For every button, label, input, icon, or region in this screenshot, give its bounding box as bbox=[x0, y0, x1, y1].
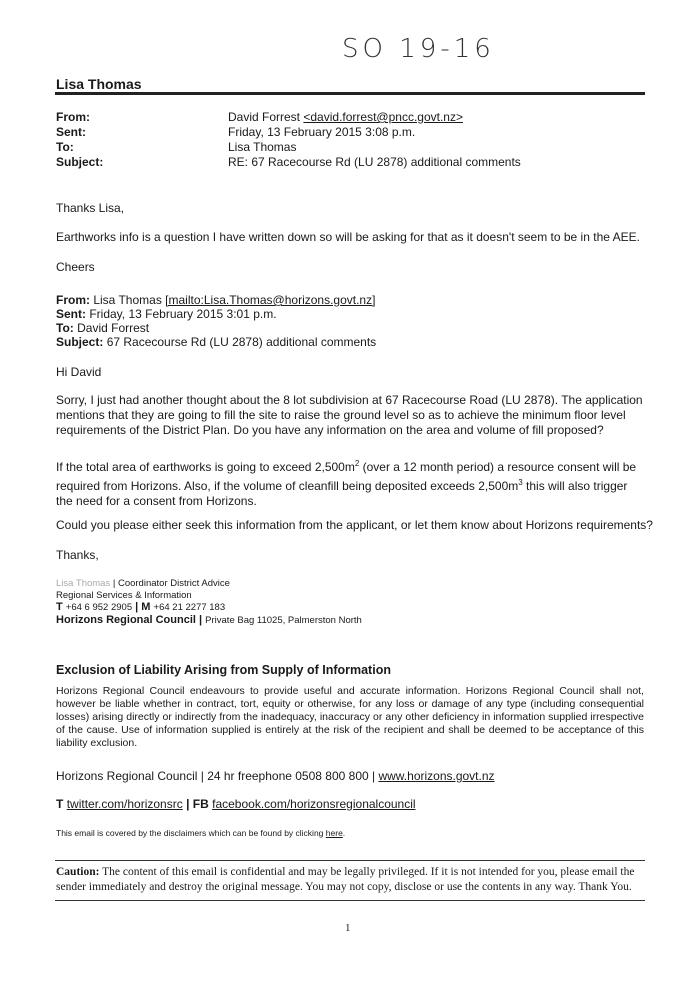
from-name: David Forrest bbox=[228, 110, 301, 124]
orig-to-label: To: bbox=[56, 321, 74, 335]
from-value bbox=[228, 110, 463, 124]
to-label: To: bbox=[56, 140, 74, 154]
reply-greeting: Thanks Lisa, bbox=[56, 201, 125, 215]
orig-from-row bbox=[56, 293, 375, 308]
orig-to-row bbox=[56, 321, 149, 336]
twitter-link[interactable]: twitter.com/horizonsrc bbox=[66, 797, 183, 811]
handwritten-annotation: SO 19-16 bbox=[342, 34, 495, 64]
footer-fb-label: | FB bbox=[186, 797, 209, 811]
orig-signoff: Thanks, bbox=[56, 548, 99, 562]
orig-from-label: From: bbox=[56, 293, 90, 307]
footer-social-row bbox=[56, 797, 416, 811]
covered-text: This email is covered by the disclaimers which can be found by clicking bbox=[56, 828, 324, 838]
orig-from-value: Lisa Thomas bbox=[93, 293, 162, 307]
orig-subject-value: 67 Racecourse Rd (LU 2878) additional comments bbox=[106, 335, 377, 349]
caution-top-rule bbox=[55, 860, 645, 861]
header-rule bbox=[55, 92, 645, 95]
caution-bottom-rule bbox=[55, 900, 645, 901]
mailbox-owner-name: Lisa Thomas bbox=[56, 76, 142, 92]
orig-sent-row bbox=[56, 307, 277, 322]
disclaimer-here-link[interactable]: here bbox=[325, 828, 343, 838]
sig-dept: Regional Services & Information bbox=[56, 590, 192, 601]
reply-signoff: Cheers bbox=[56, 260, 95, 274]
orig-subject-label: Subject: bbox=[56, 335, 104, 349]
footer-t-label: T bbox=[56, 797, 64, 811]
sig-name: Lisa Thomas bbox=[56, 578, 111, 589]
disclaimer-title: Exclusion of Liability Arising from Supply of Information bbox=[56, 663, 391, 677]
sig-address: Private Bag 11025, Palmerston North bbox=[205, 615, 362, 626]
sent-value: Friday, 13 February 2015 3:08 p.m. bbox=[228, 125, 416, 139]
caution-notice bbox=[56, 865, 646, 895]
sig-org-row bbox=[56, 614, 362, 626]
sig-title: | Coordinator District Advice bbox=[112, 578, 230, 589]
orig-subject-row bbox=[56, 335, 376, 350]
sig-m-value: +64 21 2277 183 bbox=[153, 602, 226, 613]
page-number: 1 bbox=[345, 922, 351, 934]
sig-name-row bbox=[56, 578, 230, 589]
subject-label: Subject: bbox=[56, 155, 104, 169]
orig-mailto-link[interactable]: [mailto:Lisa.Thomas@horizons.govt.nz] bbox=[165, 293, 376, 307]
orig-greeting: Hi David bbox=[56, 365, 102, 379]
from-label: From: bbox=[56, 110, 90, 124]
from-email-link[interactable]: <david.forrest@pncc.govt.nz> bbox=[303, 110, 463, 124]
disclaimer-body: Horizons Regional Council endeavours to provide useful and accurate information. Horizons Regional Council shall not, however be liable whether in contract, tort, equity or otherwise, for any loss or damage of any type (including consequential losses) arising directly or indirectly from the inadequacy, inaccuracy or any other deficiency in information supplied irrespective of the cause. Use of information supplied is entirely at the risk of the recipient and shall be deemed to be acceptance of this liability exclusion. bbox=[56, 685, 644, 749]
subject-value: RE: 67 Racecourse Rd (LU 2878) additional comments bbox=[228, 155, 521, 169]
facebook-link[interactable]: facebook.com/horizonsregionalcouncil bbox=[212, 797, 416, 811]
sig-phone-row bbox=[56, 601, 225, 613]
sig-org: Horizons Regional Council | bbox=[56, 614, 203, 626]
sig-m-label: | M bbox=[135, 601, 151, 613]
to-value: Lisa Thomas bbox=[228, 140, 297, 154]
orig-paragraph-3: Could you please either seek this information from the applicant, or let them know about Horizons requirements? bbox=[56, 518, 653, 532]
website-link[interactable]: www.horizons.govt.nz bbox=[378, 769, 495, 783]
orig-sent-value: Friday, 13 February 2015 3:01 p.m. bbox=[89, 307, 277, 321]
covered-row: This email is covered by the disclaimers which can be found by clicking here. bbox=[56, 828, 346, 838]
footer-freephone-row bbox=[56, 769, 495, 783]
orig-paragraph-2: If the total area of earthworks is going to exceed $2,500m^2$ (over a 12 month period) a resource consent will be required from Horizons. Also, if the volume of cleanfill being deposited exceeds $2,500m^3$ this will also trigger the need for a consent from Horizons. bbox=[56, 459, 637, 508]
orig-to-value: David Forrest bbox=[77, 321, 150, 335]
sig-t-label: T bbox=[56, 601, 63, 613]
footer-freephone: Horizons Regional Council | 24 hr freephone 0508 800 800 | bbox=[56, 769, 376, 783]
caution-label: Caution: bbox=[56, 866, 100, 878]
sent-label: Sent: bbox=[56, 125, 86, 139]
caution-text: The content of this email is confidential and may be legally privileged. If it is not intended for you, please email the sender immediately and destroy the original message. You may not copy, disclose or use the contents in any way. Thank You. bbox=[56, 866, 635, 893]
orig-sent-label: Sent: bbox=[56, 307, 86, 321]
orig-paragraph-1: Sorry, I just had another thought about the 8 lot subdivision at 67 Racecourse Road (LU 2878). The application mentions that they are going to fill the site to raise the ground level so as to achieve the minimum floor level requirements of the District Plan. Do you have any information on the area and volume of fill proposed? bbox=[56, 393, 643, 437]
sig-t-value: +64 6 952 2905 bbox=[65, 602, 133, 613]
reply-body: Earthworks info is a question I have written down so will be asking for that as it doesn't seem to be in the AEE. bbox=[56, 230, 640, 244]
